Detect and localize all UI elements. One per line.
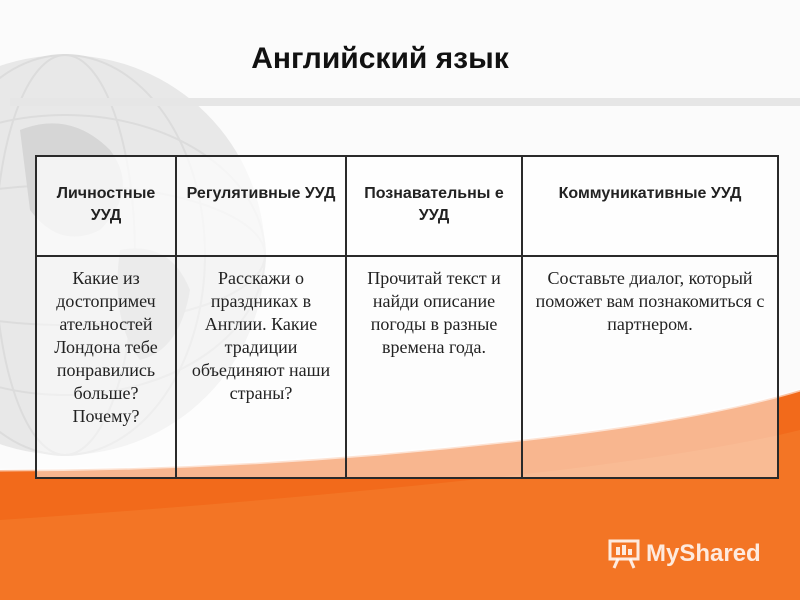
cell-communicative <box>522 256 778 478</box>
header-personal <box>36 156 176 256</box>
header-band <box>10 98 800 106</box>
table-header-row <box>36 156 778 256</box>
header-regulatory <box>176 156 346 256</box>
cell-text: Составьте диалог, который поможет вам познакомиться с партнером. <box>535 268 765 334</box>
cell-personal <box>36 256 176 478</box>
header-label: Регулятивные УУД <box>186 185 336 202</box>
cell-text: Прочитай текст и найди описание погоды в разные времена года. <box>367 268 501 357</box>
cell-text: Какие из достопримеч ательностей Лондона тебе понравились больше? Почему? <box>54 268 158 426</box>
header-cognitive <box>346 156 522 256</box>
uud-table <box>35 155 779 479</box>
table-row <box>36 256 778 478</box>
watermark-text: MyShared <box>646 540 761 567</box>
header-communicative <box>522 156 778 256</box>
cell-regulatory <box>176 256 346 478</box>
page-title: Английский язык <box>251 42 509 75</box>
watermark <box>608 536 761 572</box>
cell-text: Расскажи о праздниках в Англии. Какие традиции объединяют наши страны? <box>191 268 331 403</box>
cell-cognitive <box>346 256 522 478</box>
header-label: Коммуникативные УУД <box>558 185 742 202</box>
header-label: Познавательны е УУД <box>364 185 504 224</box>
presentation-board-icon <box>608 539 640 569</box>
header-label: Личностные УУД <box>56 185 156 224</box>
